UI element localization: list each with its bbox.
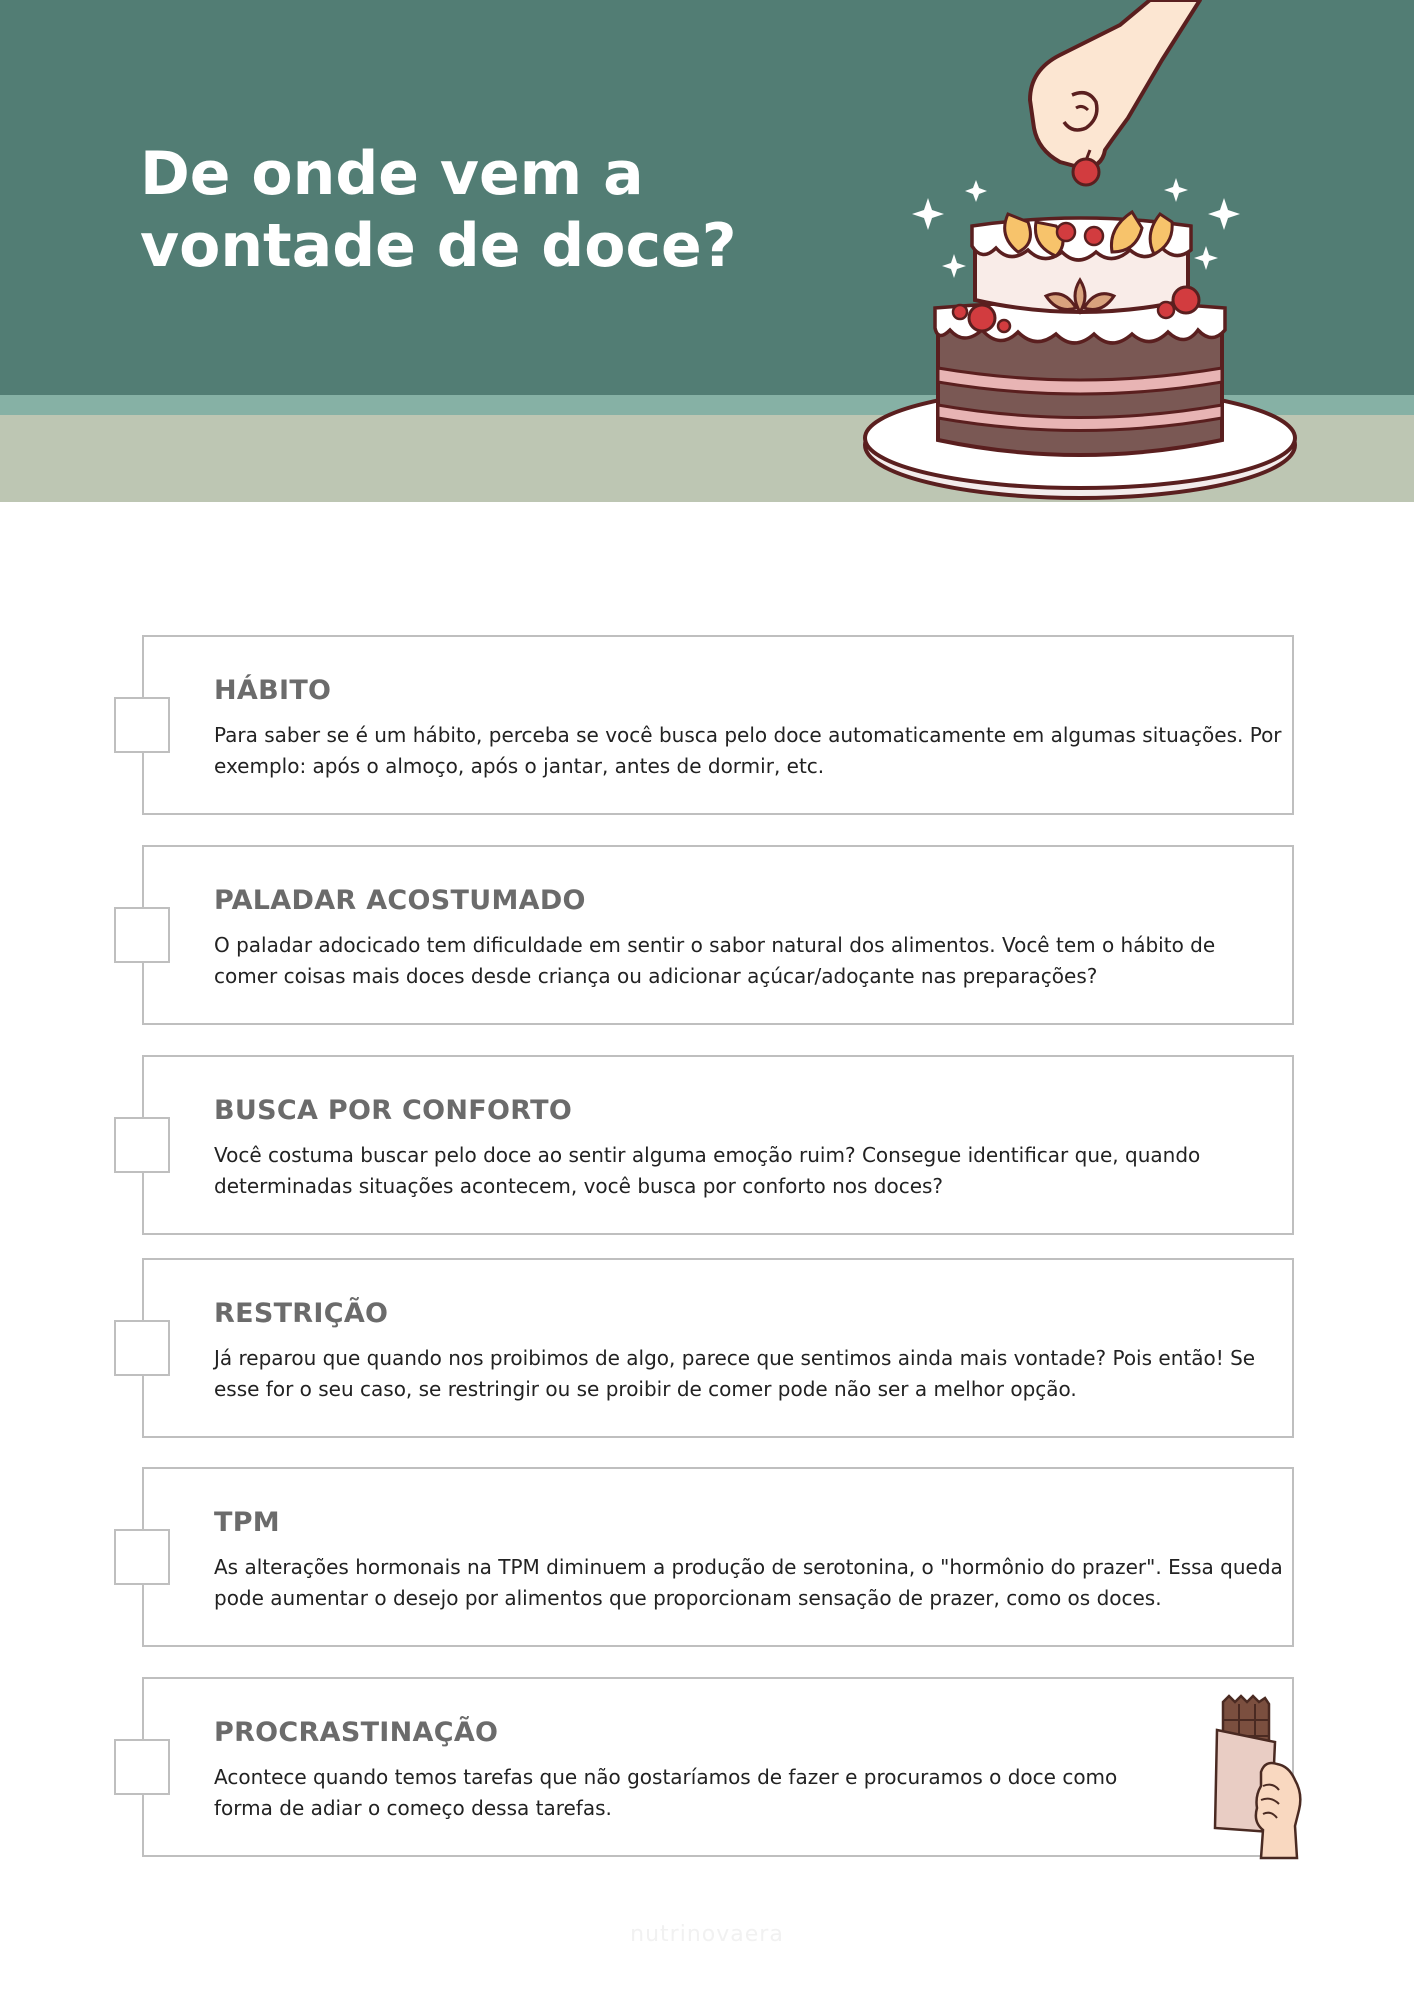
- cake-icon: [935, 212, 1225, 455]
- item-description: Já reparou que quando nos proibimos de algo, parece que sentimos ainda mais vontade? Pois então! Se esse for o seu caso, se restringir ou se proibir de comer pode não ser a melhor opção.: [214, 1346, 1256, 1401]
- hand-icon: [1256, 1763, 1300, 1858]
- cake-illustration: [850, 0, 1320, 505]
- checklist-item-restricao: [142, 1258, 1294, 1438]
- item-title: PROCRASTINAÇÃO: [214, 1717, 499, 1748]
- item-description: O paladar adocicado tem dificuldade em sentir o sabor natural dos alimentos. Você tem o hábito de comer coisas mais doces desde criança ou adicionar açúcar/adoçante nas preparações?: [214, 933, 1216, 988]
- checklist-item-habito: [142, 635, 1294, 815]
- item-description: As alterações hormonais na TPM diminuem a produção de serotonina, o "hormônio do prazer". Essa queda pode aumentar o desejo por alimentos que proporcionam sensação de prazer, como os doces.: [214, 1555, 1283, 1610]
- checkbox[interactable]: [114, 1320, 170, 1376]
- item-title: HÁBITO: [214, 675, 332, 706]
- checkbox[interactable]: [114, 907, 170, 963]
- checkbox[interactable]: [114, 1117, 170, 1173]
- item-description: Acontece quando temos tarefas que não gostaríamos de fazer e procuramos o doce como forma de adiar o começo dessa tarefas.: [214, 1765, 1118, 1820]
- item-title: PALADAR ACOSTUMADO: [214, 885, 586, 916]
- checklist-item-tpm: [142, 1467, 1294, 1647]
- checklist-item-procrastinacao: [142, 1677, 1294, 1857]
- item-description: Você costuma buscar pelo doce ao sentir alguma emoção ruim? Consegue identificar que, quando determinadas situações acontecem, você busca por conforto nos doces?: [214, 1143, 1201, 1198]
- item-title: BUSCA POR CONFORTO: [214, 1095, 573, 1126]
- page-title: [140, 138, 760, 282]
- brand-watermark: nutrinovaera: [630, 1922, 784, 1947]
- checkbox[interactable]: [114, 697, 170, 753]
- checklist-item-paladar-acostumado: [142, 845, 1294, 1025]
- item-title: RESTRIÇÃO: [214, 1298, 389, 1329]
- page-title-line1: De onde vem a: [140, 139, 644, 209]
- item-title: TPM: [214, 1507, 280, 1538]
- hand-icon: [1030, 0, 1200, 168]
- page-title-line2: vontade de doce?: [140, 211, 737, 281]
- checkbox[interactable]: [114, 1529, 170, 1585]
- chocolate-bar-illustration: [1205, 1690, 1315, 1860]
- item-description: Para saber se é um hábito, perceba se você busca pelo doce automaticamente em algumas situações. Por exemplo: após o almoço, após o jantar, antes de dormir, etc.: [214, 723, 1282, 778]
- checklist-item-busca-por-conforto: [142, 1055, 1294, 1235]
- checkbox[interactable]: [114, 1739, 170, 1795]
